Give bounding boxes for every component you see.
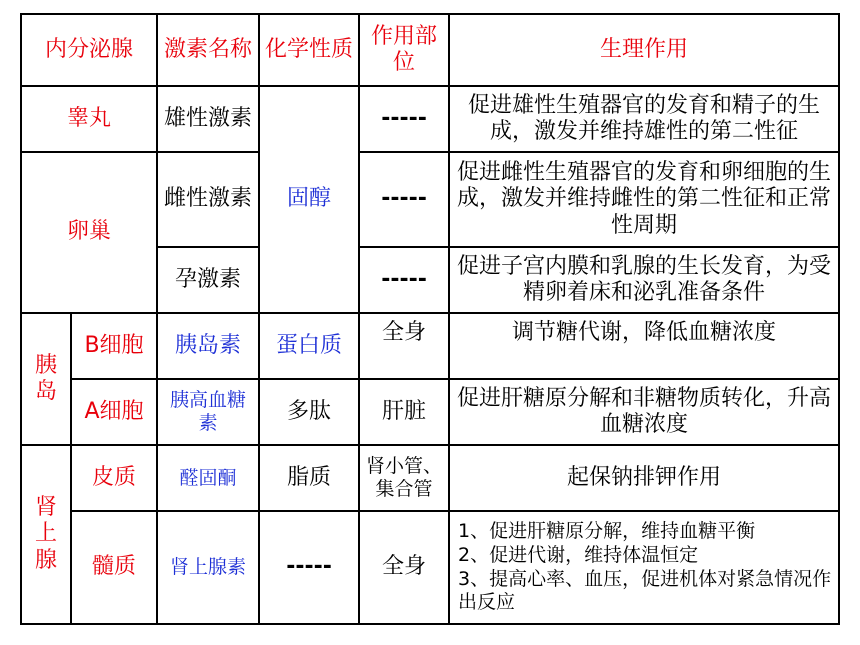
function-estrogen: 促进雌性生殖器官的发育和卵细胞的生成，激发并维持雌性的第二性征和正常性周期	[449, 152, 839, 247]
header-target-site: 作用部位	[359, 14, 449, 86]
site-estrogen: -----	[359, 152, 449, 247]
function-glucagon: 促进肝糖原分解和非糖物质转化，升高血糖浓度	[449, 379, 839, 445]
hormone-estrogen: 雌性激素	[157, 152, 259, 247]
hormone-androgen: 雄性激素	[157, 86, 259, 152]
table-row-cortex	[21, 445, 839, 511]
function-testis: 促进雄性生殖器官的发育和精子的生成，激发并维持雄性的第二性征	[449, 86, 839, 152]
function-item: 1、促进肝糖原分解，维持血糖平衡	[458, 520, 756, 542]
function-progesterone: 促进子宫内膜和乳腺的生长发育，为受精卵着床和泌乳准备条件	[449, 247, 839, 313]
nature-protein: 蛋白质	[259, 313, 359, 379]
gland-testis: 睾丸	[21, 86, 157, 152]
function-adrenaline	[449, 511, 839, 624]
site-aldosterone: 肾小管、集合管	[359, 445, 449, 511]
table-row-b-cell	[21, 313, 839, 379]
function-aldosterone: 起保钠排钾作用	[449, 445, 839, 511]
hormone-progesterone: 孕激素	[157, 247, 259, 313]
function-item: 3、提高心率、血压，促进机体对紧急情况作出反应	[458, 567, 832, 614]
table-row-medulla	[21, 511, 839, 624]
gland-adrenal-char: 肾	[34, 494, 57, 520]
site-insulin: 全身	[359, 313, 449, 379]
part-cortex: 皮质	[71, 445, 157, 511]
header-chemical-nature: 化学性质	[259, 14, 359, 86]
hormone-aldosterone: 醛固酮	[157, 445, 259, 511]
header-physiological-function: 生理作用	[449, 14, 839, 86]
nature-steroid: 固醇	[259, 86, 359, 313]
part-medulla: 髓质	[71, 511, 157, 624]
gland-ovary: 卵巢	[21, 152, 157, 313]
gland-islet	[21, 313, 71, 445]
site-progesterone: -----	[359, 247, 449, 313]
site-adrenaline: 全身	[359, 511, 449, 624]
table-row-a-cell	[21, 379, 839, 445]
header-gland: 内分泌腺	[21, 14, 157, 86]
gland-adrenal-char: 腺	[34, 547, 57, 573]
nature-polypeptide: 多肽	[259, 379, 359, 445]
gland-islet-char: 胰	[34, 352, 57, 378]
nature-adrenaline: -----	[259, 511, 359, 624]
table-row-testis	[21, 86, 839, 152]
hormone-insulin: 胰岛素	[157, 313, 259, 379]
site-glucagon: 肝脏	[359, 379, 449, 445]
gland-islet-char: 岛	[34, 379, 57, 404]
header-row	[21, 14, 839, 86]
function-item: 2、促进代谢，维持体温恒定	[458, 543, 699, 566]
nature-lipid: 脂质	[259, 445, 359, 511]
hormone-adrenaline: 肾上腺素	[157, 511, 259, 624]
hormone-glucagon: 胰高血糖素	[157, 379, 259, 445]
site-testis: -----	[359, 86, 449, 152]
endocrine-hormone-table	[20, 13, 840, 625]
cell-b: B细胞	[71, 313, 157, 379]
function-insulin: 调节糖代谢，降低血糖浓度	[449, 313, 839, 379]
cell-a: A细胞	[71, 379, 157, 445]
header-hormone-name: 激素名称	[157, 14, 259, 86]
gland-adrenal	[21, 445, 71, 624]
gland-adrenal-char: 上	[34, 521, 57, 547]
table-row-estrogen	[21, 152, 839, 247]
